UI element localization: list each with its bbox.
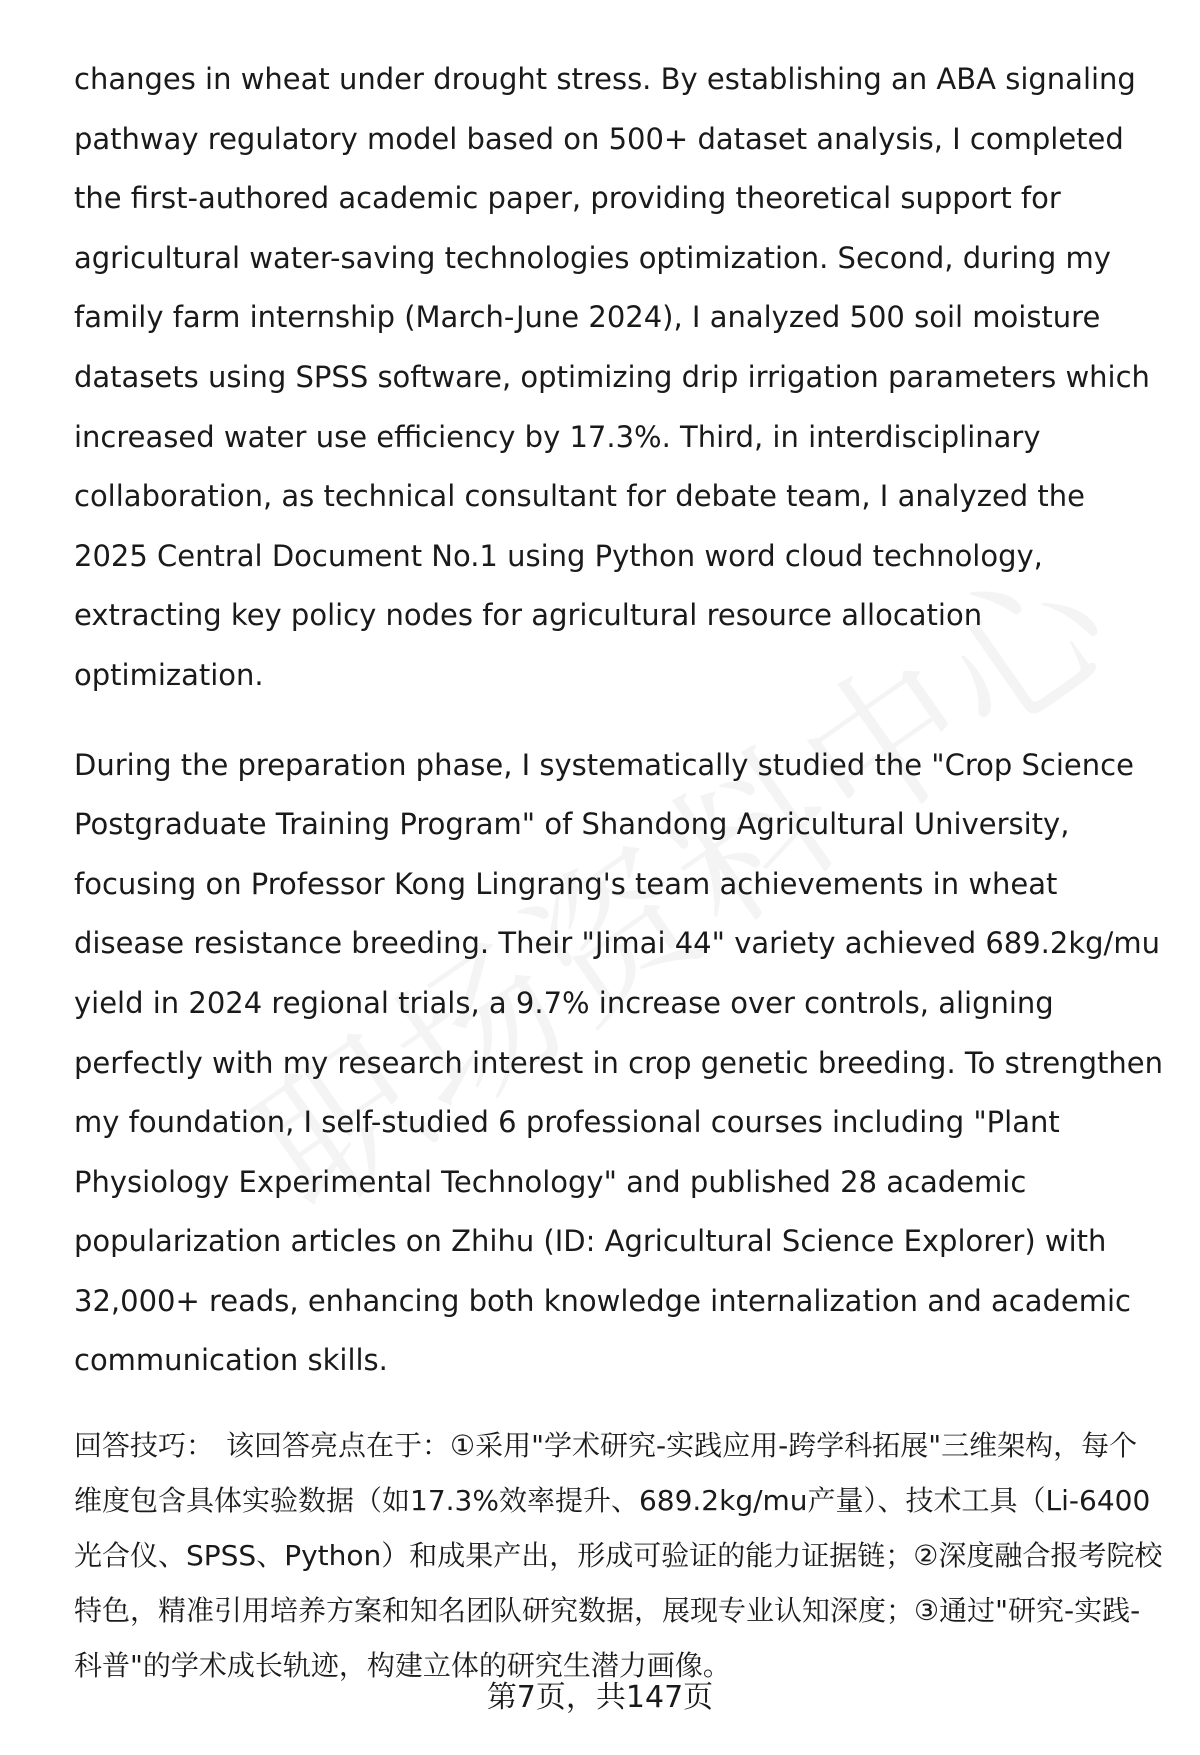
answer-tip xyxy=(74,1418,1164,1693)
page-content xyxy=(74,50,1164,1693)
page-number: 第7页，共147页 xyxy=(486,1680,714,1715)
tip-label: 回答技巧： xyxy=(74,1429,215,1463)
body-paragraph-2: During the preparation phase, I systematically studied the "Crop Science Postgraduate Training Program" of Shandong Agricultural University, focusing on Professor Kong Lingrang's team achievements in wheat disease resistance breeding. Their "Jimai 44" variety achieved 689.2kg/mu yield in 2024 regional trials, a 9.7% increase over controls, aligning perfectly with my research interest in crop genetic breeding. To strengthen my foundation, I self-studied 6 professional courses including "Plant Physiology Experimental Technology" and published 28 academic popularization articles on Zhihu (ID: Agricultural Science Explorer) with 32,000+ reads, enhancing both knowledge internalization and academic communication skills. xyxy=(74,747,1164,1378)
tip-text: 该回答亮点在于：①采用"学术研究-实践应用-跨学科拓展"三维架构，每个维度包含具体实验数据（如17.3%效率提升、689.2kg/mu产量）、技术工具（Li-6400光合仪、SPSS、Python）和成果产出，形成可验证的能力证据链；②深度融合报考院校特色，精准引用培养方案和知名团队研究数据，展现专业认知深度；③通过"研究-实践-科普"的学术成长轨迹，构建立体的研究生潜力画像。 xyxy=(74,1429,1163,1683)
body-paragraph-1: changes in wheat under drought stress. By establishing an ABA signaling pathway regulatory model based on 500+ dataset analysis, I completed the first-authored academic paper, providing theoretical support for agricultural water-saving technologies optimization. Second, during my family farm internship (March-June 2024), I analyzed 500 soil moisture datasets using SPSS software, optimizing drip irrigation parameters which increased water use efficiency by 17.3%. Third, in interdisciplinary collaboration, as technical consultant for debate team, I analyzed the 2025 Central Document No.1 using Python word cloud technology, extracting key policy nodes for agricultural resource allocation optimization. xyxy=(74,62,1150,692)
